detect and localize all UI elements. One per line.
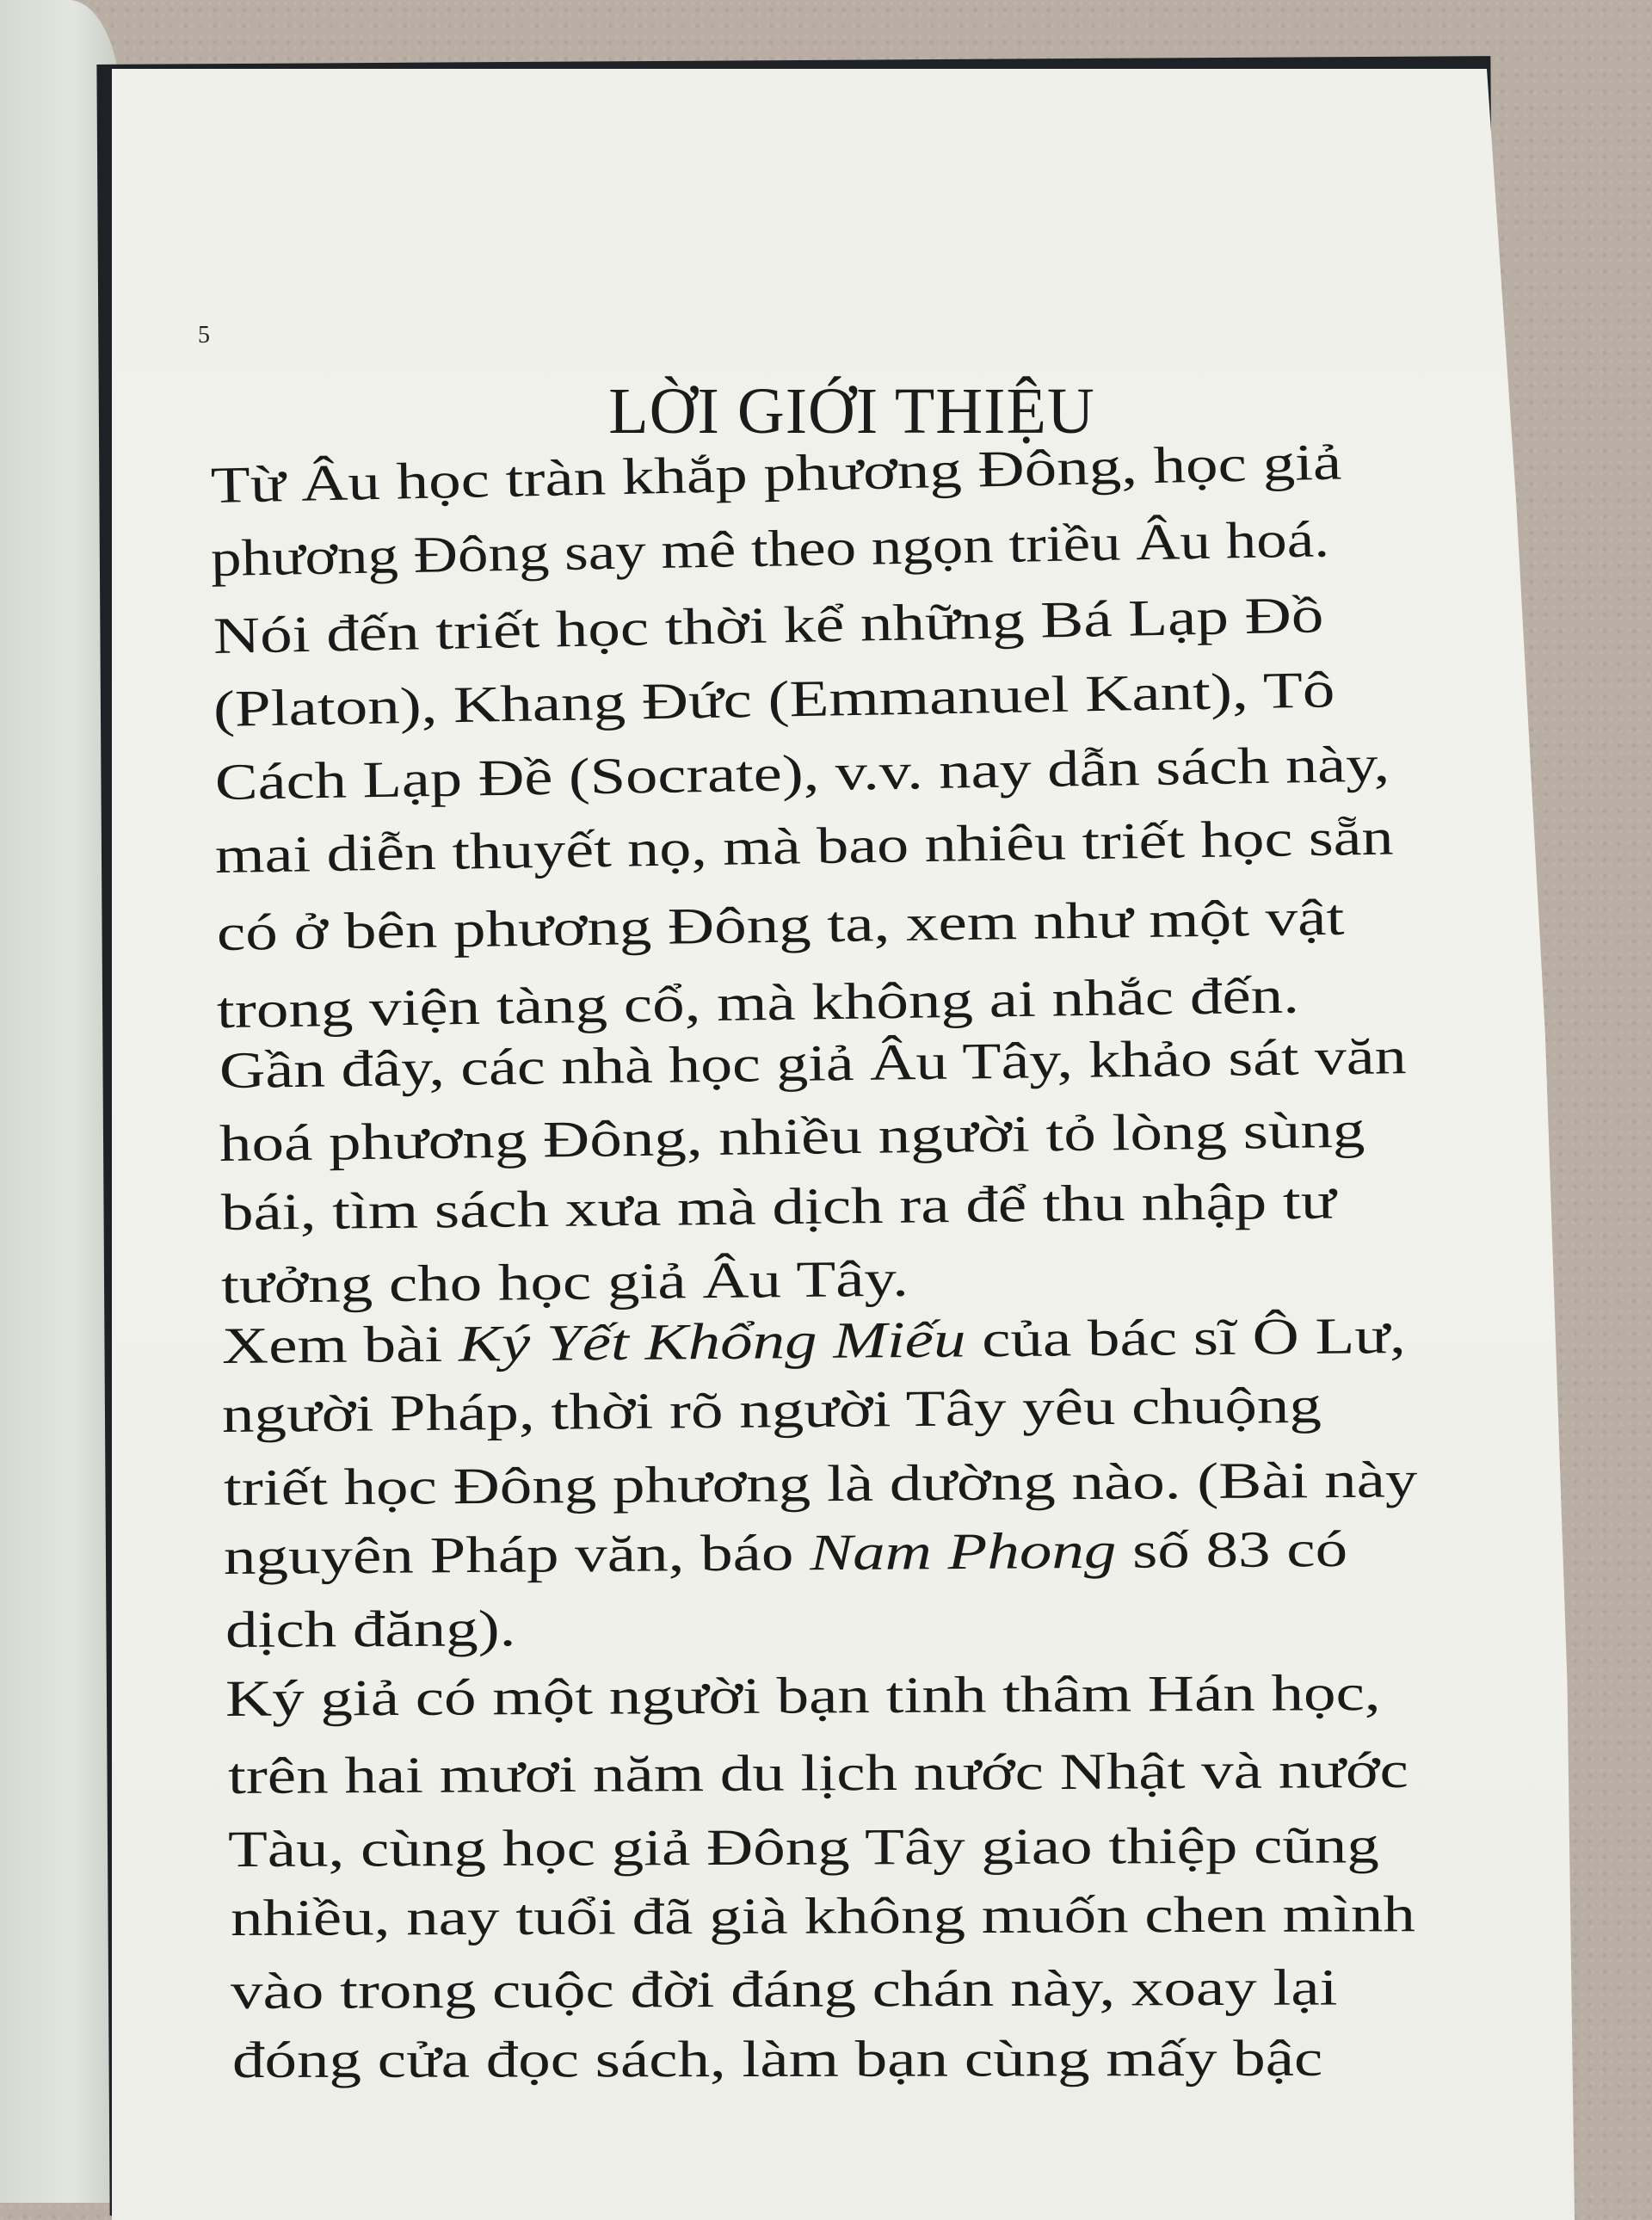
text-run: Xem bài (221, 1315, 459, 1374)
text-line: Ký giả có một người bạn tinh thâm Hán học, (225, 1663, 1381, 1727)
text-line: Cách Lạp Đề (Socrate), v.v. nay dẫn sách này, (214, 735, 1390, 811)
text-run: số 83 có (1116, 1520, 1348, 1579)
text-line (224, 1520, 1348, 1587)
text-run: nguyên Pháp văn, báo (223, 1524, 811, 1585)
text-line: dịch đăng). (225, 1600, 516, 1658)
text-line: Tàu, cùng học giả Đông Tây giao thiệp cũng (227, 1816, 1379, 1878)
text-line (222, 1306, 1406, 1376)
italic-title: Ký Yết Khổng Miếu (458, 1310, 966, 1372)
page-title: LỜI GIỚI THIỆU (608, 375, 1095, 447)
page-number: 5 (198, 322, 210, 348)
text-line: trên hai mươi năm du lịch nước Nhật và nước (227, 1741, 1409, 1804)
text-line: (Platon), Khang Đức (Emmanuel Kant), Tô (213, 661, 1335, 737)
italic-title: Nam Phong (809, 1521, 1117, 1582)
text-line: trong viện tàng cổ, mà không ai nhắc đến. (216, 966, 1300, 1039)
text-run: của bác sĩ Ô Lư, (965, 1306, 1406, 1368)
text-line: nhiều, nay tuổi đã già không muốn chen mình (230, 1885, 1415, 1946)
text-line: bái, tìm sách xưa mà dịch ra để thu nhập tư (220, 1172, 1336, 1241)
text-line: vào trong cuộc đời đáng chán này, xoay lại (230, 1958, 1338, 2020)
text-line: Gần đây, các nhà học giả Âu Tây, khảo sát văn (219, 1027, 1407, 1099)
text-line: mai diễn thuyết nọ, mà bao nhiêu triết học sẵn (214, 808, 1394, 884)
text-line: đóng cửa đọc sách, làm bạn cùng mấy bậc (231, 2029, 1323, 2088)
text-line: phương Đông say mê theo ngọn triều Âu hoá. (210, 510, 1330, 587)
text-line: hoá phương Đông, nhiều người tỏ lòng sùng (219, 1101, 1365, 1172)
text-line: Từ Âu học tràn khắp phương Đông, học giả (210, 433, 1342, 514)
text-line: Nói đến triết học thời kể những Bá Lạp Đồ (213, 586, 1324, 664)
text-line: triết học Đông phương là dường nào. (Bài này (223, 1451, 1418, 1516)
text-line: người Pháp, thời rõ người Tây yêu chuộng (221, 1376, 1322, 1443)
text-line: tưởng cho học giả Âu Tây. (220, 1249, 909, 1314)
text-line: có ở bên phương Đông ta, xem như một vật (216, 888, 1345, 961)
